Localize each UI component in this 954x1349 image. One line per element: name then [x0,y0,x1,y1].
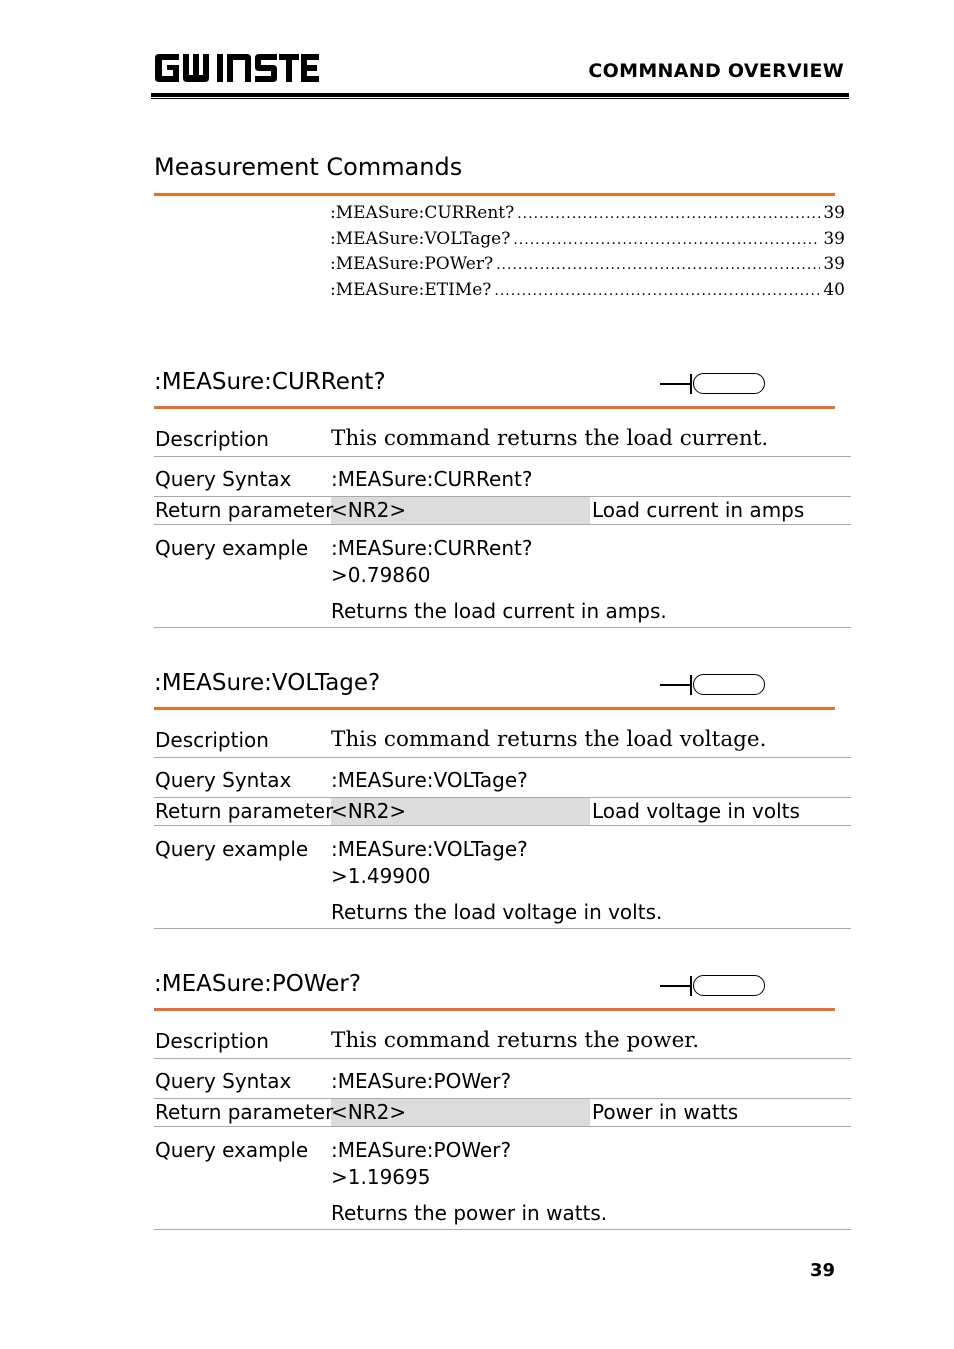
header-rule-thin [151,98,849,99]
return-parameter-type: <NR2> [331,1100,407,1124]
command-toc [330,203,845,305]
section-title: Measurement Commands [154,153,463,181]
query-syntax-value: :MEASure:VOLTage? [331,768,528,792]
row-divider [154,825,851,826]
command-rule [154,1008,835,1011]
command-title: :MEASure:POWer? [154,971,362,997]
row-divider [154,757,851,758]
query-arrow-icon [660,974,768,1000]
command-rule [154,707,835,710]
query-syntax-value: :MEASure:CURRent? [331,467,533,491]
return-parameter-type: <NR2> [331,799,407,823]
query-arrow-icon [660,372,768,398]
description-text: This command returns the load voltage. [331,727,767,752]
toc-page: 39 [823,228,845,249]
return-parameter-desc: Power in watts [592,1100,739,1124]
query-example-note: Returns the power in watts. [331,1201,608,1225]
query-syntax-value: :MEASure:POWer? [331,1069,512,1093]
row-divider [154,1126,851,1127]
block-divider [154,1229,851,1230]
header-rule [151,93,849,97]
query-example-response: >1.19695 [331,1165,431,1189]
toc-leader [496,257,820,273]
toc-command: :MEASure:VOLTage? [330,228,511,249]
header-section-title: COMMNAND OVERVIEW [588,60,844,82]
toc-entry[interactable] [330,203,845,229]
query-example-label: Query example [155,1138,309,1162]
query-example-note: Returns the load voltage in volts. [331,900,663,924]
query-example-response: >0.79860 [331,563,431,587]
return-parameter-desc: Load voltage in volts [592,799,800,823]
toc-entry[interactable] [330,254,845,280]
query-syntax-label: Query Syntax [155,768,292,792]
description-label: Description [155,728,269,752]
toc-leader [513,232,820,248]
query-example-label: Query example [155,536,309,560]
command-rule [154,406,835,409]
toc-command: :MEASure:ETIMe? [330,279,492,300]
description-text: This command returns the power. [331,1028,700,1053]
page-number: 39 [810,1260,836,1281]
toc-leader [517,206,820,222]
query-example-command: :MEASure:CURRent? [331,536,533,560]
query-example-label: Query example [155,837,309,861]
query-example-command: :MEASure:VOLTage? [331,837,528,861]
query-example-note: Returns the load current in amps. [331,599,667,623]
toc-entry[interactable] [330,280,845,306]
toc-page: 39 [823,203,845,223]
row-divider [154,456,851,457]
return-parameter-desc: Load current in amps [592,498,805,522]
toc-command: :MEASure:POWer? [330,254,494,274]
command-title: :MEASure:VOLTage? [154,670,381,696]
block-divider [154,627,851,628]
return-parameter-label: Return parameter [155,498,334,522]
toc-command: :MEASure:CURRent? [330,203,515,223]
row-divider [154,1058,851,1059]
query-syntax-label: Query Syntax [155,1069,292,1093]
toc-page: 39 [823,254,845,274]
description-label: Description [155,427,269,451]
query-example-response: >1.49900 [331,864,431,888]
toc-page: 40 [823,279,845,300]
toc-entry[interactable] [330,229,845,255]
return-parameter-label: Return parameter [155,799,334,823]
query-arrow-icon [660,673,768,699]
query-syntax-label: Query Syntax [155,467,292,491]
gw-instek-logo [153,52,323,84]
section-rule [154,193,835,196]
return-parameter-type: <NR2> [331,498,407,522]
row-divider [154,524,851,525]
return-parameter-label: Return parameter [155,1100,334,1124]
block-divider [154,928,851,929]
query-example-command: :MEASure:POWer? [331,1138,512,1162]
description-text: This command returns the load current. [331,426,769,451]
command-title: :MEASure:CURRent? [154,369,386,395]
description-label: Description [155,1029,269,1053]
toc-leader [494,283,820,299]
